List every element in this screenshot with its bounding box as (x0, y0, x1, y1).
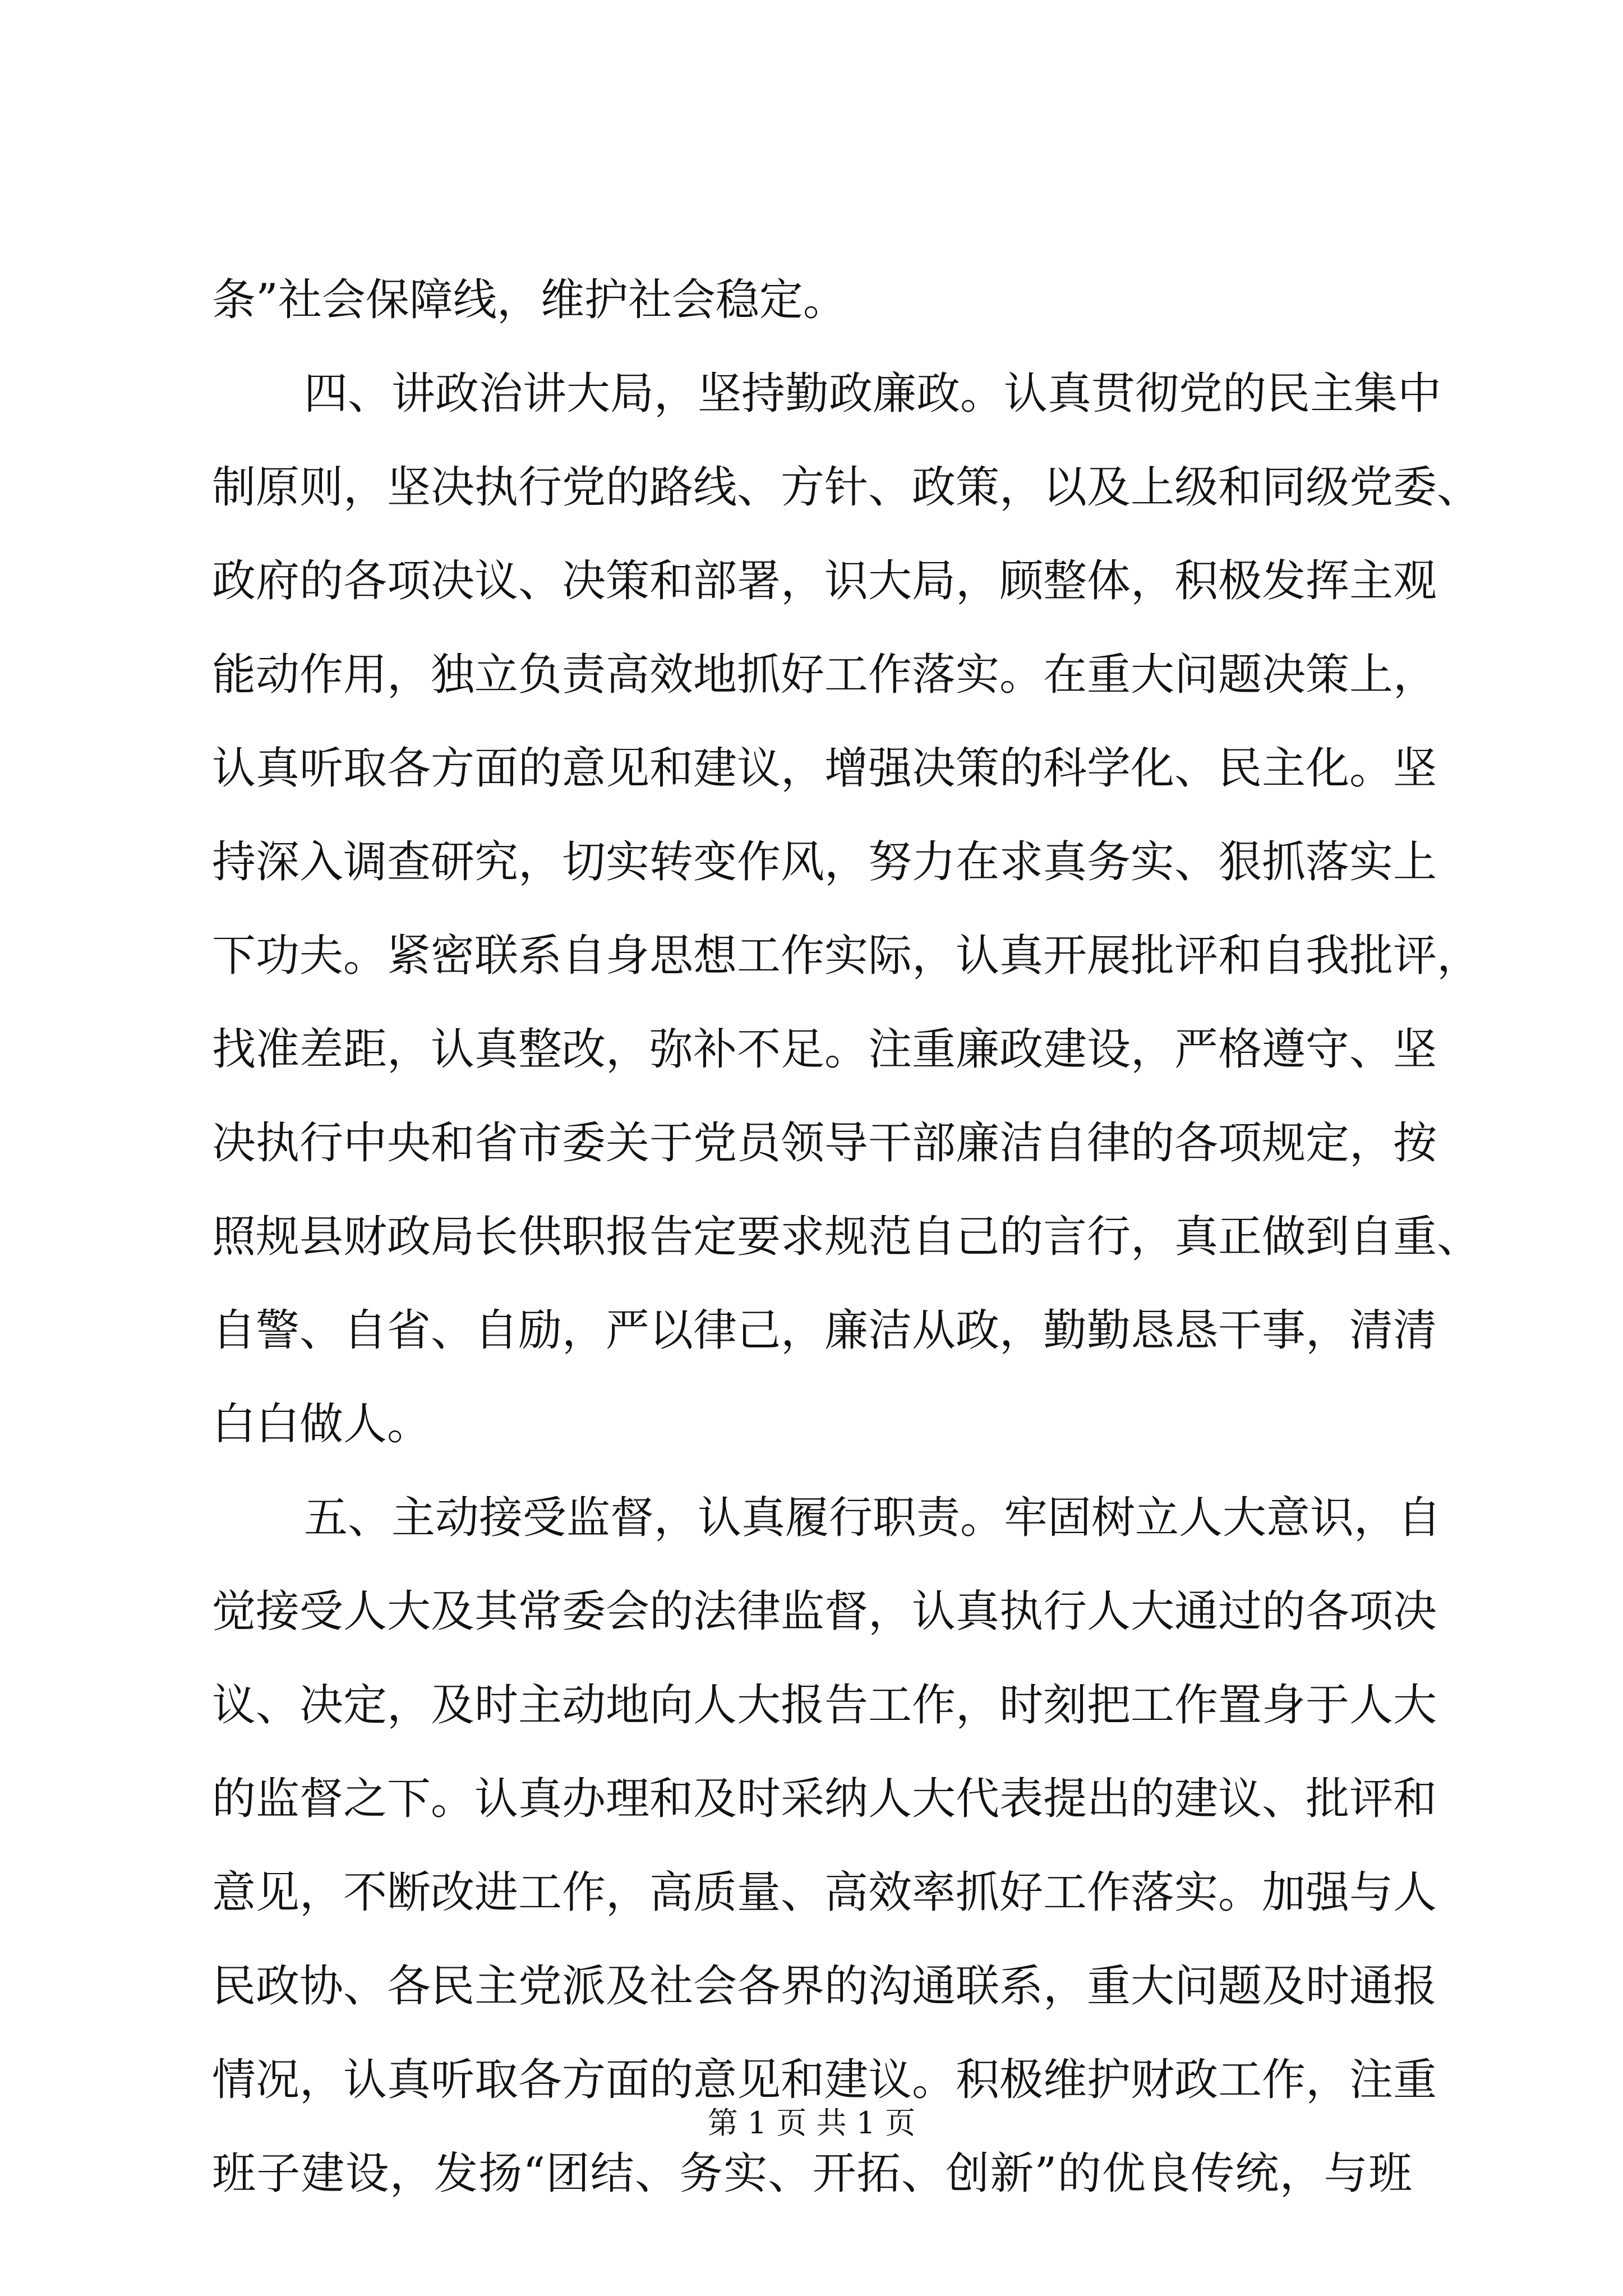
text-line: 白白做人。 (212, 1399, 431, 1450)
page-footer: 第 1 页 共 1 页 (707, 2105, 916, 2141)
paragraph-five-heading-line: 五、主动接受监督，认真履行职责。牢固树立人大意识，自 (304, 1493, 1442, 1543)
text-line: 民政协、各民主党派及社会各界的沟通联系，重大问题及时通报 (212, 1961, 1437, 2012)
document-body (212, 254, 1481, 2221)
paragraph-four-heading-line: 四、讲政治讲大局，坚持勤政廉政。认真贯彻党的民主集中 (304, 369, 1442, 419)
text-line: 条”社会保障线，维护社会稳定。 (212, 275, 847, 325)
text-line: 的监督之下。认真办理和及时采纳人大代表提出的建议、批评和 (212, 1774, 1437, 1824)
text-line: 认真听取各方面的意见和建议，增强决策的科学化、民主化。坚 (212, 743, 1437, 794)
text-line: 意见，不断改进工作，高质量、高效率抓好工作落实。加强与人 (212, 1867, 1437, 1918)
text-line: 制原则，坚决执行党的路线、方针、政策，以及上级和同级党委、 (212, 462, 1481, 513)
text-line: 决执行中央和省市委关于党员领导干部廉洁自律的各项规定，按 (212, 1118, 1437, 1168)
text-line: 下功夫。紧密联系自身思想工作实际，认真开展批评和自我批评， (212, 931, 1481, 981)
text-line: 照规县财政局长供职报告定要求规范自己的言行，真正做到自重、 (212, 1212, 1481, 1262)
text-line: 找准差距，认真整改，弥补不足。注重廉政建设，严格遵守、坚 (212, 1024, 1437, 1075)
text-line: 持深入调查研究，切实转变作风，努力在求真务实、狠抓落实上 (212, 837, 1437, 887)
text-line: 班子建设，发扬“团结、务实、开拓、创新”的优良传统，与班 (212, 2148, 1412, 2199)
text-line: 自警、自省、自励，严以律己，廉洁从政，勤勤恳恳干事，清清 (212, 1305, 1437, 1356)
text-line: 情况，认真听取各方面的意见和建议。积极维护财政工作，注重 (212, 2055, 1437, 2105)
text-line: 觉接受人大及其常委会的法律监督，认真执行人大通过的各项决 (212, 1586, 1437, 1637)
text-line: 政府的各项决议、决策和部署，识大局，顾整体，积极发挥主观 (212, 556, 1437, 606)
text-line: 能动作用，独立负责高效地抓好工作落实。在重大问题决策上， (212, 650, 1437, 700)
text-line: 议、决定，及时主动地向人大报告工作，时刻把工作置身于人大 (212, 1680, 1437, 1731)
